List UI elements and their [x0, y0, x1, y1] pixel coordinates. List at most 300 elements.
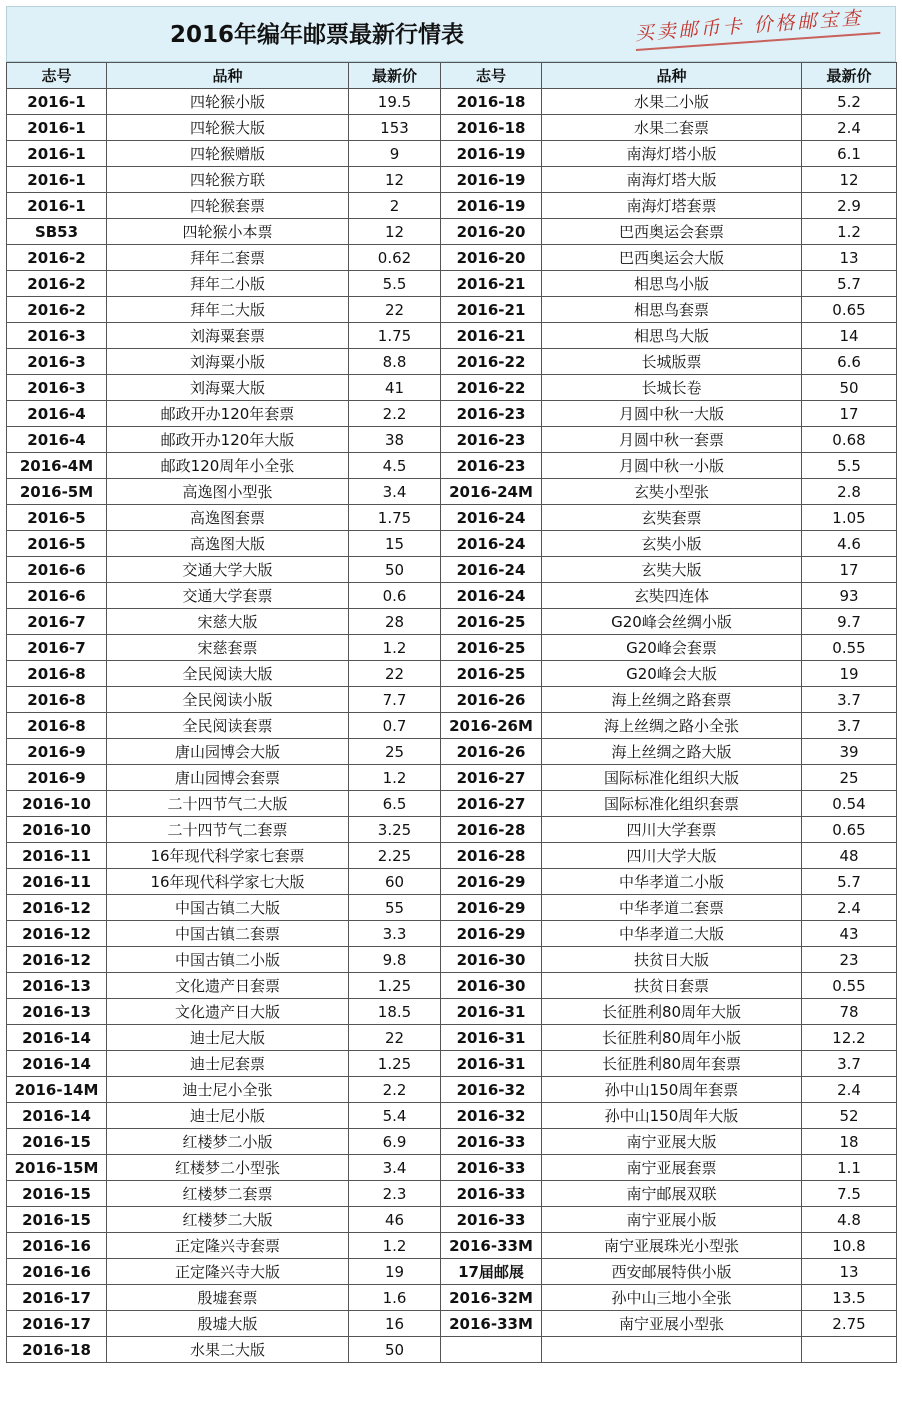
left-stamp-variety-cell: 迪士尼小版 — [107, 1103, 349, 1129]
left-stamp-variety-cell: 四轮猴方联 — [107, 167, 349, 193]
right-stamp-variety-cell: 海上丝绸之路小全张 — [542, 713, 802, 739]
right-stamp-code-cell: 2016-19 — [441, 193, 542, 219]
table-row — [7, 323, 897, 349]
left-stamp-variety-cell: 邮政开办120年套票 — [107, 401, 349, 427]
right-latest-price-cell: 6.6 — [802, 349, 897, 375]
right-stamp-code-cell: 2016-21 — [441, 271, 542, 297]
right-stamp-variety-cell: 相思鸟小版 — [542, 271, 802, 297]
left-stamp-variety-cell: 16年现代科学家七大版 — [107, 869, 349, 895]
right-latest-price-cell: 78 — [802, 999, 897, 1025]
table-row — [7, 791, 897, 817]
left-latest-price-cell: 5.5 — [349, 271, 441, 297]
left-latest-price-cell: 0.62 — [349, 245, 441, 271]
left-stamp-code-cell: 2016-17 — [7, 1285, 107, 1311]
left-latest-price-cell: 3.4 — [349, 1155, 441, 1181]
table-row — [7, 895, 897, 921]
left-stamp-code-cell: 2016-14M — [7, 1077, 107, 1103]
right-stamp-variety-cell: 南宁亚展小版 — [542, 1207, 802, 1233]
left-latest-price-cell: 1.2 — [349, 765, 441, 791]
table-row — [7, 271, 897, 297]
left-latest-price-cell: 0.6 — [349, 583, 441, 609]
right-latest-price-cell: 39 — [802, 739, 897, 765]
right-stamp-variety-cell: 中华孝道二套票 — [542, 895, 802, 921]
right-latest-price-cell: 48 — [802, 843, 897, 869]
table-row — [7, 531, 897, 557]
left-stamp-code-cell: 2016-15 — [7, 1129, 107, 1155]
right-stamp-variety-cell: 南宁亚展套票 — [542, 1155, 802, 1181]
table-row — [7, 1207, 897, 1233]
table-row — [7, 245, 897, 271]
left-latest-price-cell: 7.7 — [349, 687, 441, 713]
left-latest-price-cell: 4.5 — [349, 453, 441, 479]
left-latest-price-cell: 2.2 — [349, 401, 441, 427]
right-stamp-code-cell: 2016-27 — [441, 791, 542, 817]
right-stamp-code-cell: 2016-20 — [441, 219, 542, 245]
left-stamp-variety-cell: 殷墟套票 — [107, 1285, 349, 1311]
right-stamp-variety-cell: G20峰会丝绸小版 — [542, 609, 802, 635]
right-stamp-code-cell: 2016-32 — [441, 1077, 542, 1103]
left-stamp-code-cell: 2016-7 — [7, 635, 107, 661]
right-stamp-variety-cell: 扶贫日套票 — [542, 973, 802, 999]
left-stamp-variety-cell: 文化遗产日大版 — [107, 999, 349, 1025]
table-row — [7, 609, 897, 635]
right-latest-price-cell: 1.2 — [802, 219, 897, 245]
left-stamp-code-cell: 2016-8 — [7, 713, 107, 739]
left-latest-price-cell: 22 — [349, 297, 441, 323]
right-stamp-code-cell: 2016-26 — [441, 739, 542, 765]
right-stamp-variety-cell: 南海灯塔小版 — [542, 141, 802, 167]
table-row — [7, 1337, 897, 1363]
left-latest-price-cell: 38 — [349, 427, 441, 453]
right-stamp-code-cell: 2016-29 — [441, 921, 542, 947]
left-stamp-variety-cell: 迪士尼套票 — [107, 1051, 349, 1077]
right-stamp-code-cell: 2016-31 — [441, 999, 542, 1025]
left-latest-price-cell: 3.3 — [349, 921, 441, 947]
left-latest-price-cell: 1.25 — [349, 973, 441, 999]
right-stamp-variety-cell — [542, 1337, 802, 1363]
right-stamp-variety-cell: 南海灯塔大版 — [542, 167, 802, 193]
right-latest-price-cell: 4.6 — [802, 531, 897, 557]
right-stamp-variety-cell: 玄奘套票 — [542, 505, 802, 531]
right-stamp-code-cell: 2016-24 — [441, 531, 542, 557]
left-stamp-variety-cell: 唐山园博会套票 — [107, 765, 349, 791]
left-latest-price-cell: 6.9 — [349, 1129, 441, 1155]
left-stamp-code-cell: 2016-11 — [7, 869, 107, 895]
left-stamp-code-cell: 2016-1 — [7, 89, 107, 115]
right-latest-price-cell: 93 — [802, 583, 897, 609]
left-stamp-variety-cell: 红楼梦二大版 — [107, 1207, 349, 1233]
left-stamp-variety-cell: 四轮猴小本票 — [107, 219, 349, 245]
right-stamp-variety-cell: 南宁亚展大版 — [542, 1129, 802, 1155]
table-row — [7, 947, 897, 973]
left-stamp-variety-cell: 红楼梦二小型张 — [107, 1155, 349, 1181]
right-stamp-variety-cell: 南宁邮展双联 — [542, 1181, 802, 1207]
left-stamp-code-cell: 2016-17 — [7, 1311, 107, 1337]
table-row — [7, 869, 897, 895]
right-latest-price-cell: 12 — [802, 167, 897, 193]
left-stamp-code-cell: 2016-15M — [7, 1155, 107, 1181]
left-stamp-code-cell: 2016-3 — [7, 349, 107, 375]
left-stamp-variety-cell: 拜年二套票 — [107, 245, 349, 271]
left-stamp-code-cell: 2016-14 — [7, 1025, 107, 1051]
left-stamp-variety-cell: 四轮猴赠版 — [107, 141, 349, 167]
right-stamp-variety-cell: 四川大学大版 — [542, 843, 802, 869]
left-latest-price-cell: 2.2 — [349, 1077, 441, 1103]
right-latest-price-cell: 14 — [802, 323, 897, 349]
right-latest-price-cell: 3.7 — [802, 713, 897, 739]
right-latest-price-cell: 4.8 — [802, 1207, 897, 1233]
right-latest-price-cell: 10.8 — [802, 1233, 897, 1259]
left-latest-price-cell: 8.8 — [349, 349, 441, 375]
right-stamp-variety-cell: 月圆中秋一套票 — [542, 427, 802, 453]
left-latest-price-cell: 22 — [349, 1025, 441, 1051]
left-stamp-variety-cell: 刘海粟套票 — [107, 323, 349, 349]
right-stamp-code-cell: 2016-20 — [441, 245, 542, 271]
page-title: 2016年编年邮票最新行情表 — [169, 22, 464, 48]
left-latest-price-cell: 41 — [349, 375, 441, 401]
right-stamp-code-cell: 2016-26M — [441, 713, 542, 739]
left-stamp-code-cell: 2016-13 — [7, 999, 107, 1025]
left-stamp-code-cell: 2016-3 — [7, 375, 107, 401]
left-latest-price-cell: 153 — [349, 115, 441, 141]
left-latest-price-cell: 60 — [349, 869, 441, 895]
left-stamp-code-cell: SB53 — [7, 219, 107, 245]
right-stamp-code-cell: 2016-24M — [441, 479, 542, 505]
left-stamp-code-cell: 2016-6 — [7, 583, 107, 609]
left-stamp-code-cell: 2016-12 — [7, 921, 107, 947]
right-stamp-code-cell: 2016-23 — [441, 453, 542, 479]
table-row — [7, 219, 897, 245]
left-stamp-variety-cell: 高逸图套票 — [107, 505, 349, 531]
left-stamp-variety-cell: 迪士尼大版 — [107, 1025, 349, 1051]
left-latest-price-cell: 25 — [349, 739, 441, 765]
right-stamp-variety-cell: 长城长卷 — [542, 375, 802, 401]
left-stamp-code-cell: 2016-3 — [7, 323, 107, 349]
table-body — [7, 89, 897, 1363]
right-stamp-code-cell: 2016-18 — [441, 115, 542, 141]
right-stamp-variety-cell: 国际标准化组织大版 — [542, 765, 802, 791]
title-bar — [6, 6, 896, 62]
right-stamp-code-cell: 2016-25 — [441, 635, 542, 661]
left-latest-price-cell: 2.25 — [349, 843, 441, 869]
right-stamp-code-cell: 2016-22 — [441, 375, 542, 401]
right-stamp-variety-cell: 月圆中秋一小版 — [542, 453, 802, 479]
table-row — [7, 349, 897, 375]
right-stamp-code-cell: 2016-31 — [441, 1051, 542, 1077]
table-row — [7, 1311, 897, 1337]
table-row — [7, 141, 897, 167]
right-latest-price-cell: 1.05 — [802, 505, 897, 531]
left-stamp-variety-cell: 全民阅读小版 — [107, 687, 349, 713]
left-latest-price-cell: 1.75 — [349, 323, 441, 349]
left-latest-price-cell: 12 — [349, 167, 441, 193]
right-stamp-variety-cell: G20峰会大版 — [542, 661, 802, 687]
right-latest-price-cell: 52 — [802, 1103, 897, 1129]
header-code-right: 志号 — [441, 63, 542, 89]
right-latest-price-cell: 0.65 — [802, 297, 897, 323]
right-latest-price-cell: 9.7 — [802, 609, 897, 635]
left-stamp-code-cell: 2016-2 — [7, 245, 107, 271]
right-stamp-variety-cell: 长征胜利80周年套票 — [542, 1051, 802, 1077]
left-latest-price-cell: 2 — [349, 193, 441, 219]
left-stamp-variety-cell: 交通大学大版 — [107, 557, 349, 583]
table-row — [7, 167, 897, 193]
left-latest-price-cell: 19.5 — [349, 89, 441, 115]
left-stamp-code-cell: 2016-2 — [7, 297, 107, 323]
right-latest-price-cell: 12.2 — [802, 1025, 897, 1051]
right-stamp-variety-cell: 长城版票 — [542, 349, 802, 375]
left-latest-price-cell: 1.2 — [349, 1233, 441, 1259]
table-row — [7, 921, 897, 947]
table-row — [7, 505, 897, 531]
table-row — [7, 1051, 897, 1077]
left-stamp-code-cell: 2016-1 — [7, 167, 107, 193]
right-stamp-code-cell: 2016-22 — [441, 349, 542, 375]
right-latest-price-cell: 2.9 — [802, 193, 897, 219]
right-stamp-code-cell: 2016-23 — [441, 427, 542, 453]
table-row — [7, 713, 897, 739]
left-stamp-code-cell: 2016-4M — [7, 453, 107, 479]
table-row — [7, 635, 897, 661]
right-latest-price-cell: 2.4 — [802, 895, 897, 921]
left-stamp-variety-cell: 全民阅读套票 — [107, 713, 349, 739]
right-stamp-variety-cell: 玄奘大版 — [542, 557, 802, 583]
left-stamp-variety-cell: 红楼梦二小版 — [107, 1129, 349, 1155]
left-latest-price-cell: 12 — [349, 219, 441, 245]
right-stamp-code-cell: 2016-33 — [441, 1155, 542, 1181]
left-stamp-code-cell: 2016-15 — [7, 1181, 107, 1207]
right-stamp-variety-cell: 玄奘四连体 — [542, 583, 802, 609]
left-stamp-code-cell: 2016-1 — [7, 115, 107, 141]
right-stamp-variety-cell: 中华孝道二小版 — [542, 869, 802, 895]
right-latest-price-cell: 17 — [802, 401, 897, 427]
right-stamp-code-cell: 2016-29 — [441, 869, 542, 895]
right-latest-price-cell — [802, 1337, 897, 1363]
right-stamp-code-cell: 2016-21 — [441, 297, 542, 323]
left-latest-price-cell: 1.25 — [349, 1051, 441, 1077]
left-stamp-variety-cell: 邮政开办120年大版 — [107, 427, 349, 453]
right-stamp-variety-cell: 孙中山150周年套票 — [542, 1077, 802, 1103]
right-stamp-variety-cell: 海上丝绸之路套票 — [542, 687, 802, 713]
left-stamp-variety-cell: 正定隆兴寺套票 — [107, 1233, 349, 1259]
table-row — [7, 479, 897, 505]
left-stamp-variety-cell: 四轮猴套票 — [107, 193, 349, 219]
right-latest-price-cell: 5.5 — [802, 453, 897, 479]
right-stamp-variety-cell: G20峰会套票 — [542, 635, 802, 661]
right-latest-price-cell: 0.54 — [802, 791, 897, 817]
right-latest-price-cell: 18 — [802, 1129, 897, 1155]
left-stamp-variety-cell: 交通大学套票 — [107, 583, 349, 609]
right-stamp-code-cell: 2016-32 — [441, 1103, 542, 1129]
left-latest-price-cell: 55 — [349, 895, 441, 921]
header-price-left: 最新价 — [349, 63, 441, 89]
right-stamp-code-cell: 2016-33 — [441, 1181, 542, 1207]
table-row — [7, 999, 897, 1025]
right-stamp-variety-cell: 玄奘小版 — [542, 531, 802, 557]
left-stamp-code-cell: 2016-6 — [7, 557, 107, 583]
table-row — [7, 687, 897, 713]
right-latest-price-cell: 6.1 — [802, 141, 897, 167]
left-latest-price-cell: 3.25 — [349, 817, 441, 843]
left-stamp-code-cell: 2016-12 — [7, 895, 107, 921]
table-row — [7, 453, 897, 479]
right-stamp-code-cell — [441, 1337, 542, 1363]
header-variety-left: 品种 — [107, 63, 349, 89]
left-latest-price-cell: 28 — [349, 609, 441, 635]
right-latest-price-cell: 43 — [802, 921, 897, 947]
left-stamp-variety-cell: 文化遗产日套票 — [107, 973, 349, 999]
header-code-left: 志号 — [7, 63, 107, 89]
left-latest-price-cell: 2.3 — [349, 1181, 441, 1207]
right-latest-price-cell: 0.55 — [802, 973, 897, 999]
table-row — [7, 401, 897, 427]
right-stamp-code-cell: 2016-27 — [441, 765, 542, 791]
left-latest-price-cell: 16 — [349, 1311, 441, 1337]
table-row — [7, 843, 897, 869]
right-latest-price-cell: 23 — [802, 947, 897, 973]
right-stamp-code-cell: 2016-24 — [441, 557, 542, 583]
right-stamp-code-cell: 2016-29 — [441, 895, 542, 921]
right-latest-price-cell: 5.2 — [802, 89, 897, 115]
left-latest-price-cell: 1.75 — [349, 505, 441, 531]
right-latest-price-cell: 0.65 — [802, 817, 897, 843]
right-latest-price-cell: 2.4 — [802, 1077, 897, 1103]
left-stamp-variety-cell: 拜年二小版 — [107, 271, 349, 297]
right-latest-price-cell: 3.7 — [802, 687, 897, 713]
left-latest-price-cell: 5.4 — [349, 1103, 441, 1129]
stamp-text: 买卖邮币卡 价格邮宝查 — [634, 7, 865, 45]
table-row — [7, 765, 897, 791]
right-stamp-variety-cell: 巴西奥运会大版 — [542, 245, 802, 271]
left-latest-price-cell: 9.8 — [349, 947, 441, 973]
right-latest-price-cell: 13 — [802, 245, 897, 271]
right-stamp-variety-cell: 四川大学套票 — [542, 817, 802, 843]
table-row — [7, 375, 897, 401]
left-latest-price-cell: 19 — [349, 1259, 441, 1285]
right-stamp-code-cell: 2016-25 — [441, 609, 542, 635]
left-stamp-variety-cell: 刘海粟大版 — [107, 375, 349, 401]
left-latest-price-cell: 22 — [349, 661, 441, 687]
table-row — [7, 427, 897, 453]
right-stamp-variety-cell: 海上丝绸之路大版 — [542, 739, 802, 765]
table-row — [7, 557, 897, 583]
right-stamp-code-cell: 2016-31 — [441, 1025, 542, 1051]
table-row — [7, 973, 897, 999]
header-price-right: 最新价 — [802, 63, 897, 89]
right-stamp-code-cell: 2016-19 — [441, 167, 542, 193]
right-stamp-code-cell: 2016-21 — [441, 323, 542, 349]
right-stamp-code-cell: 2016-24 — [441, 505, 542, 531]
left-stamp-variety-cell: 刘海粟小版 — [107, 349, 349, 375]
left-latest-price-cell: 15 — [349, 531, 441, 557]
left-stamp-variety-cell: 中国古镇二套票 — [107, 921, 349, 947]
left-stamp-code-cell: 2016-8 — [7, 661, 107, 687]
right-stamp-code-cell: 2016-18 — [441, 89, 542, 115]
left-stamp-variety-cell: 水果二大版 — [107, 1337, 349, 1363]
table-row — [7, 1285, 897, 1311]
left-stamp-code-cell: 2016-5 — [7, 505, 107, 531]
left-stamp-code-cell: 2016-14 — [7, 1051, 107, 1077]
table-row — [7, 297, 897, 323]
right-latest-price-cell: 0.55 — [802, 635, 897, 661]
table-row — [7, 1181, 897, 1207]
right-stamp-variety-cell: 相思鸟大版 — [542, 323, 802, 349]
left-stamp-code-cell: 2016-15 — [7, 1207, 107, 1233]
left-stamp-code-cell: 2016-2 — [7, 271, 107, 297]
left-stamp-code-cell: 2016-9 — [7, 765, 107, 791]
left-latest-price-cell: 18.5 — [349, 999, 441, 1025]
table-row — [7, 115, 897, 141]
left-stamp-code-cell: 2016-13 — [7, 973, 107, 999]
right-latest-price-cell: 7.5 — [802, 1181, 897, 1207]
right-latest-price-cell: 13.5 — [802, 1285, 897, 1311]
left-latest-price-cell: 50 — [349, 1337, 441, 1363]
right-stamp-variety-cell: 孙中山三地小全张 — [542, 1285, 802, 1311]
right-stamp-code-cell: 2016-19 — [441, 141, 542, 167]
left-stamp-variety-cell: 二十四节气二大版 — [107, 791, 349, 817]
left-stamp-code-cell: 2016-10 — [7, 817, 107, 843]
left-stamp-code-cell: 2016-14 — [7, 1103, 107, 1129]
left-stamp-variety-cell: 宋慈套票 — [107, 635, 349, 661]
price-table — [6, 62, 897, 1363]
left-latest-price-cell: 3.4 — [349, 479, 441, 505]
right-latest-price-cell: 1.1 — [802, 1155, 897, 1181]
left-stamp-code-cell: 2016-18 — [7, 1337, 107, 1363]
left-stamp-code-cell: 2016-11 — [7, 843, 107, 869]
left-stamp-variety-cell: 红楼梦二套票 — [107, 1181, 349, 1207]
left-stamp-variety-cell: 二十四节气二套票 — [107, 817, 349, 843]
left-stamp-variety-cell: 四轮猴小版 — [107, 89, 349, 115]
left-stamp-variety-cell: 四轮猴大版 — [107, 115, 349, 141]
left-stamp-code-cell: 2016-1 — [7, 193, 107, 219]
left-stamp-code-cell: 2016-4 — [7, 401, 107, 427]
table-row — [7, 1233, 897, 1259]
left-latest-price-cell: 1.6 — [349, 1285, 441, 1311]
header-variety-right: 品种 — [542, 63, 802, 89]
right-stamp-variety-cell: 长征胜利80周年小版 — [542, 1025, 802, 1051]
right-stamp-variety-cell: 长征胜利80周年大版 — [542, 999, 802, 1025]
left-stamp-variety-cell: 正定隆兴寺大版 — [107, 1259, 349, 1285]
table-row — [7, 583, 897, 609]
table-row — [7, 89, 897, 115]
right-latest-price-cell: 2.4 — [802, 115, 897, 141]
right-stamp-code-cell: 2016-25 — [441, 661, 542, 687]
right-stamp-variety-cell: 水果二套票 — [542, 115, 802, 141]
left-stamp-code-cell: 2016-12 — [7, 947, 107, 973]
table-row — [7, 817, 897, 843]
right-stamp-variety-cell: 玄奘小型张 — [542, 479, 802, 505]
right-stamp-code-cell: 2016-33 — [441, 1129, 542, 1155]
watermark-stamp — [634, 2, 886, 55]
right-stamp-code-cell: 2016-33M — [441, 1233, 542, 1259]
right-latest-price-cell: 2.8 — [802, 479, 897, 505]
table-row — [7, 193, 897, 219]
left-latest-price-cell: 46 — [349, 1207, 441, 1233]
left-stamp-code-cell: 2016-10 — [7, 791, 107, 817]
left-stamp-code-cell: 2016-16 — [7, 1233, 107, 1259]
left-stamp-code-cell: 2016-7 — [7, 609, 107, 635]
right-latest-price-cell: 17 — [802, 557, 897, 583]
right-stamp-variety-cell: 水果二小版 — [542, 89, 802, 115]
right-stamp-code-cell: 2016-26 — [441, 687, 542, 713]
left-stamp-variety-cell: 中国古镇二小版 — [107, 947, 349, 973]
right-stamp-code-cell: 2016-28 — [441, 843, 542, 869]
left-stamp-variety-cell: 邮政120周年小全张 — [107, 453, 349, 479]
left-stamp-code-cell: 2016-8 — [7, 687, 107, 713]
right-stamp-variety-cell: 巴西奥运会套票 — [542, 219, 802, 245]
right-stamp-code-cell: 2016-30 — [441, 947, 542, 973]
table-row — [7, 1129, 897, 1155]
